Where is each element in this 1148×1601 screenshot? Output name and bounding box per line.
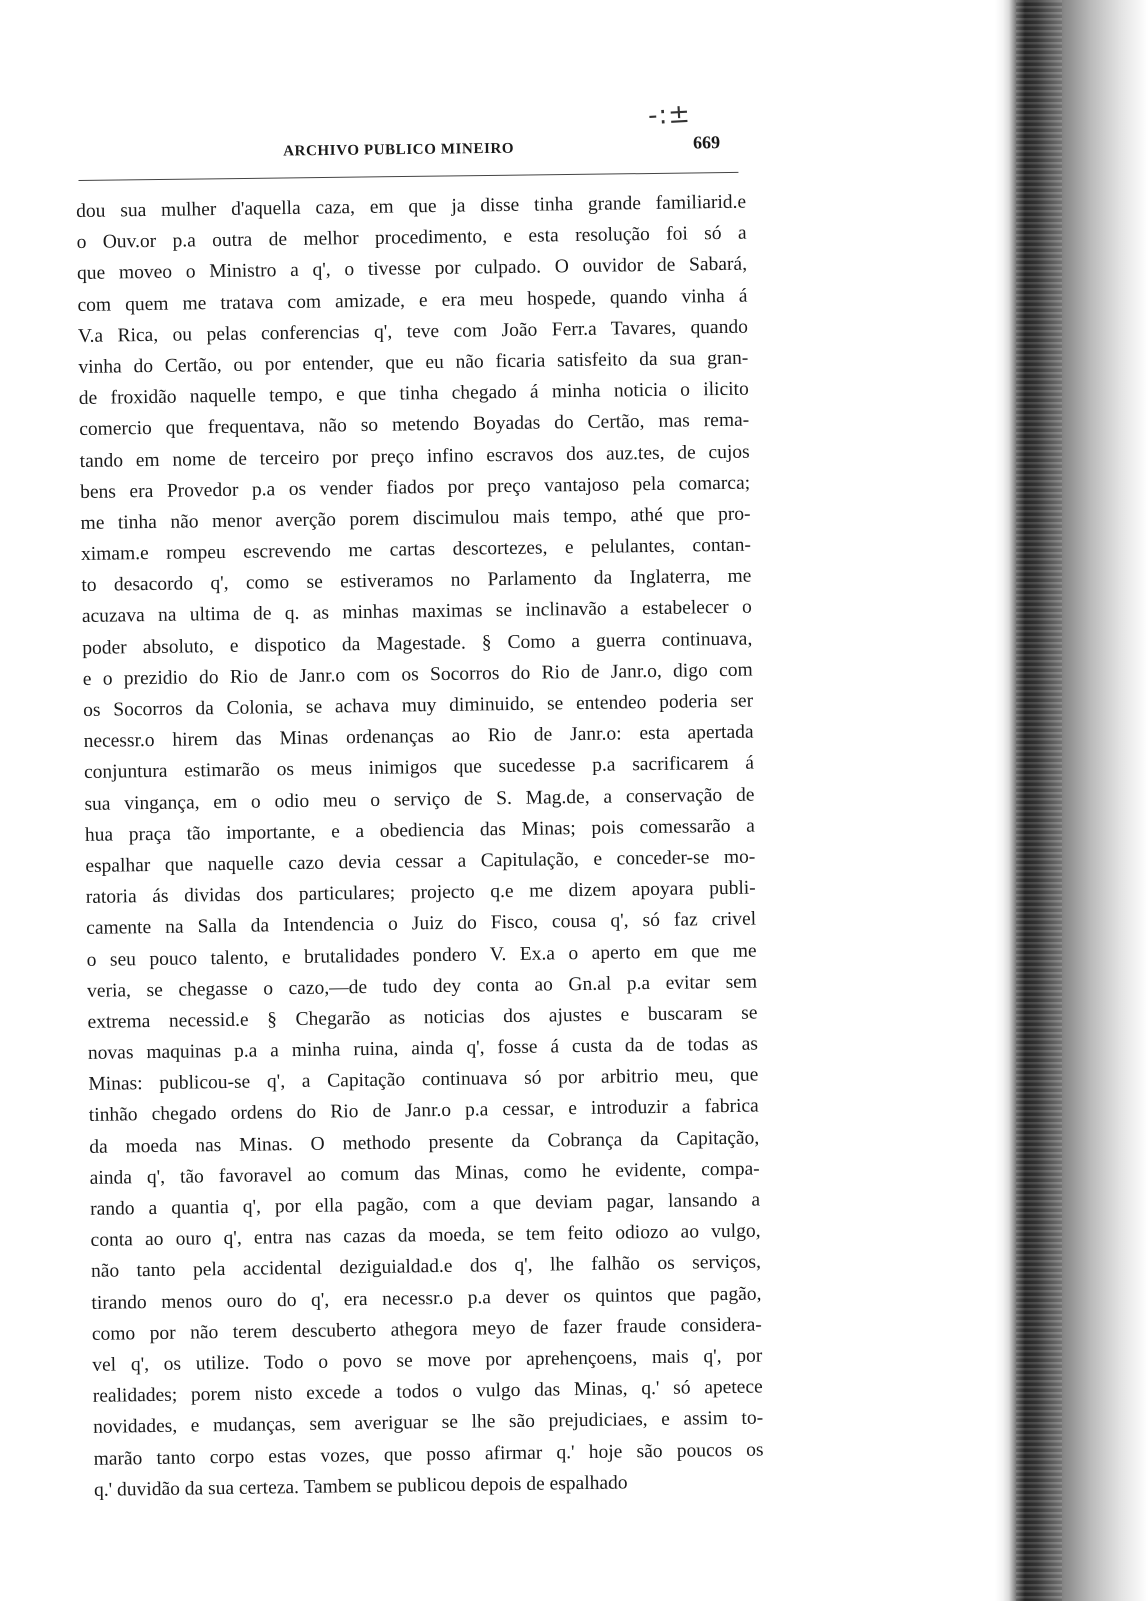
- text-line: o Ouv.or p.a outra de melhor procedimento, e esta resolução foi só a: [76, 222, 747, 254]
- ink-mark: -:±: [647, 98, 692, 132]
- text-line: ratoria ás dividas dos particulares; projecto q.e me dizem apoyara publi-: [85, 877, 756, 909]
- text-line: rando a quantia q', por ella pagão, com a que deviam pagar, lansando a: [90, 1189, 761, 1220]
- text-line: tando em nome de terceiro por preço infino escravos dos auz.tes, de cujos: [79, 441, 750, 472]
- text-line: extrema necessid.e § Chegarão as noticias dos ajustes e buscaram se: [87, 1002, 758, 1033]
- text-line: conta ao ouro q', entra nas cazas da moeda, se tem feito odiozo ao vulgo,: [90, 1220, 761, 1252]
- text-line: da moeda nas Minas. O methodo presente da Cobrança da Capitação,: [89, 1127, 760, 1158]
- text-line: ximam.e rompeu escrevendo me cartas descortezes, e pelulantes, contan-: [80, 534, 752, 566]
- page-header: [78, 132, 738, 180]
- text-line: veria, se chegasse o cazo,—de tudo dey conta ao Gn.al p.a evitar sem: [86, 971, 758, 1002]
- text-line: não tanto pela accidental deziguialdad.e dos q', lhe falhão os serviços,: [90, 1251, 762, 1283]
- text-line: me tinha não menor averção porem discimulou mais tempo, athé que pro-: [80, 503, 751, 534]
- text-line: bens era Provedor p.a os vender fiados por preço vantajoso pela comarca;: [79, 472, 751, 503]
- text-line: vinha do Certão, ou por entender, que eu não ficaria satisfeito da sua gran-: [78, 347, 749, 378]
- text-line: marão tanto corpo estas vozes, que posso afirmar q.' hoje são poucos os: [93, 1439, 764, 1470]
- text-line: necessr.o hirem das Minas ordenanças ao Rio de Janr.o: esta apertada: [83, 721, 754, 753]
- text-line: Minas: publicou-se q', a Capitação continuava só por arbitrio meu, que: [88, 1064, 759, 1096]
- text-line: q.' duvidão da sua certeza. Tambem se publicou depois de espalhado: [93, 1472, 628, 1501]
- text-line: vel q', os utilize. Todo o povo se move por aprehençoens, mais q', por: [92, 1345, 763, 1376]
- header-rule: [78, 172, 738, 181]
- text-line: camente na Salla da Intendencia o Juiz do Fisco, cousa q', só faz crivel: [86, 908, 757, 940]
- text-line: dou sua mulher d'aquella caza, em que ja disse tinha grande familiarid.e: [76, 191, 747, 222]
- text-line: espalhar que naquelle cazo devia cessar a Capitulação, e conceder-se mo-: [85, 846, 756, 877]
- running-head: ARCHIVO PUBLICO MINEIRO: [283, 140, 515, 160]
- text-line: de froxidão naquelle tempo, e que tinha chegado á minha noticia o ilicito: [78, 378, 749, 410]
- text-line: tirando menos ouro do q', era necessr.o p.a dever os quintos que pagão,: [91, 1283, 762, 1314]
- body-text: [76, 187, 764, 1506]
- text-line: to desacordo q', como se estiveramos no Parlamento da Inglaterra, me: [81, 565, 752, 597]
- page-number: 669: [692, 132, 721, 153]
- text-line: acuzava na ultima de q. as minhas maximas se inclinavão a estabelecer o: [81, 597, 752, 628]
- text-line: novas maquinas p.a a minha ruina, ainda q', fosse á custa da de todas as: [87, 1033, 759, 1064]
- text-line: comercio que frequentava, não so metendo Boyadas do Certão, mas rema-: [79, 409, 750, 441]
- text-line: ainda q', tão favoravel ao comum das Minas, como he evidente, compa-: [89, 1158, 760, 1189]
- binding-texture: [1016, 0, 1062, 1601]
- text-line: hua praça tão importante, e a obediencia das Minas; pois comessarão a: [84, 815, 756, 846]
- text-line: conjuntura estimarão os meus inimigos que sucedesse p.a sacrificarem á: [83, 752, 755, 784]
- text-line: o seu pouco talento, e brutalidades pondero V. Ex.a o aperto em que me: [86, 940, 757, 971]
- text-line: V.a Rica, ou pelas conferencias q', teve com João Ferr.a Tavares, quando: [77, 316, 749, 347]
- text-line: sua vingança, em o odio meu o serviço de S. Mag.de, a conservação de: [84, 784, 755, 815]
- text-line: com quem me tratava com amizade, e era meu hospede, quando vinha á: [77, 285, 748, 316]
- text-line: os Socorros da Colonia, se achava muy diminuido, se entendeo poderia ser: [83, 690, 754, 721]
- text-line: e o prezidio do Rio de Janr.o com os Socorros do Rio de Janr.o, digo com: [82, 659, 753, 690]
- text-line: como por não terem descuberto athegora meyo de fazer fraude considera-: [91, 1314, 762, 1345]
- text-line: tinhão chegado ordens do Rio de Janr.o p.a cessar, e introduzir a fabrica: [88, 1095, 759, 1127]
- text-line: novidades, e mudanças, sem averiguar se lhe são prejudiciaes, e assim to-: [93, 1407, 764, 1439]
- text-line: realidades; porem nisto excede a todos o vulgo das Minas, q.' só apetece: [92, 1376, 763, 1408]
- text-line: poder absoluto, e dispotico da Magestade. § Como a guerra continuava,: [82, 628, 753, 659]
- text-line: que moveo o Ministro a q', o tivesse por culpado. O ouvidor de Sabará,: [76, 254, 748, 285]
